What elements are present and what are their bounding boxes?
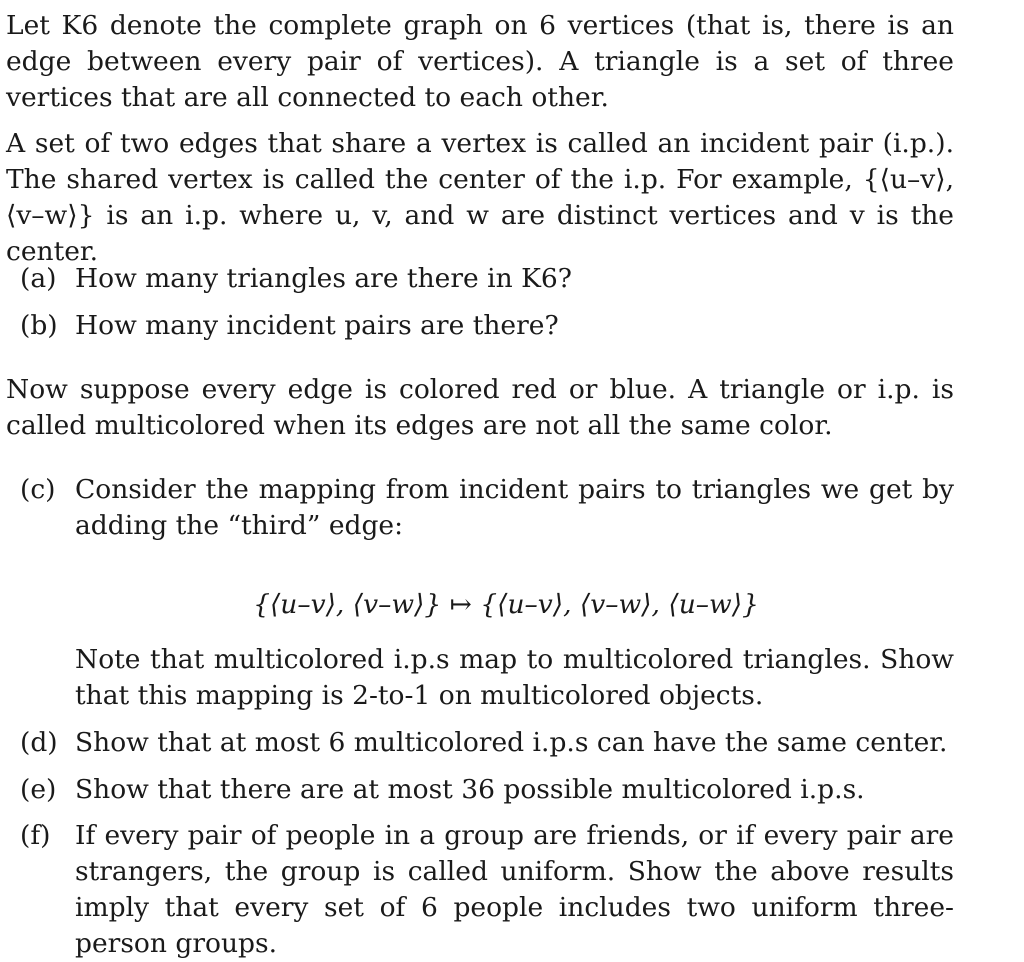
question-a-label: (a): [20, 263, 57, 294]
question-c-note: [20, 642, 954, 714]
intro-paragraph-1: Let K6 denote the complete graph on 6 vertices (that is, there is an edge between every pair of vertices). A triangle is a set of three vertices that are all connected to each other.: [6, 10, 954, 113]
question-a-text: How many triangles are there in K6?: [75, 263, 572, 294]
question-f: [20, 818, 954, 962]
coloring-paragraph: Now suppose every edge is colored red or blue. A triangle or i.p. is called multicolored when its edges are not all the same color.: [6, 374, 954, 441]
question-c-text: Consider the mapping from incident pairs to triangles we get by adding the “third” edge:: [75, 474, 954, 541]
question-e-label: (e): [20, 774, 57, 805]
question-c-label: (c): [20, 474, 56, 505]
question-c-note-text: Note that multicolored i.p.s map to multicolored triangles. Show that this mapping is 2-to-1 on multicolored objects.: [75, 644, 954, 711]
question-d-label: (d): [20, 727, 58, 758]
question-c: [20, 472, 954, 544]
question-b-text: How many incident pairs are there?: [75, 310, 559, 341]
question-a: [20, 261, 954, 297]
question-b-label: (b): [20, 310, 58, 341]
mapping-formula: {⟨u–v⟩, ⟨v–w⟩} ↦ {⟨u–v⟩, ⟨v–w⟩, ⟨u–w⟩}: [253, 589, 759, 620]
question-e-text: Show that there are at most 36 possible multicolored i.p.s.: [75, 774, 865, 805]
question-d-text: Show that at most 6 multicolored i.p.s can have the same center.: [75, 727, 948, 758]
question-f-label: (f): [20, 820, 51, 851]
question-b: [20, 308, 954, 344]
question-e: [20, 772, 954, 808]
intro-paragraph-2: A set of two edges that share a vertex is called an incident pair (i.p.). The shared vertex is called the center of the i.p. For example, {⟨u–v⟩, ⟨v–w⟩} is an i.p. where u, v, and w are distinct vertices and v is the center.: [6, 128, 954, 267]
question-f-text: If every pair of people in a group are friends, or if every pair are strangers, the group is called uniform. Show the above results imply that every set of 6 people includes two uniform three-person groups.: [75, 820, 954, 959]
question-d: [20, 725, 954, 761]
